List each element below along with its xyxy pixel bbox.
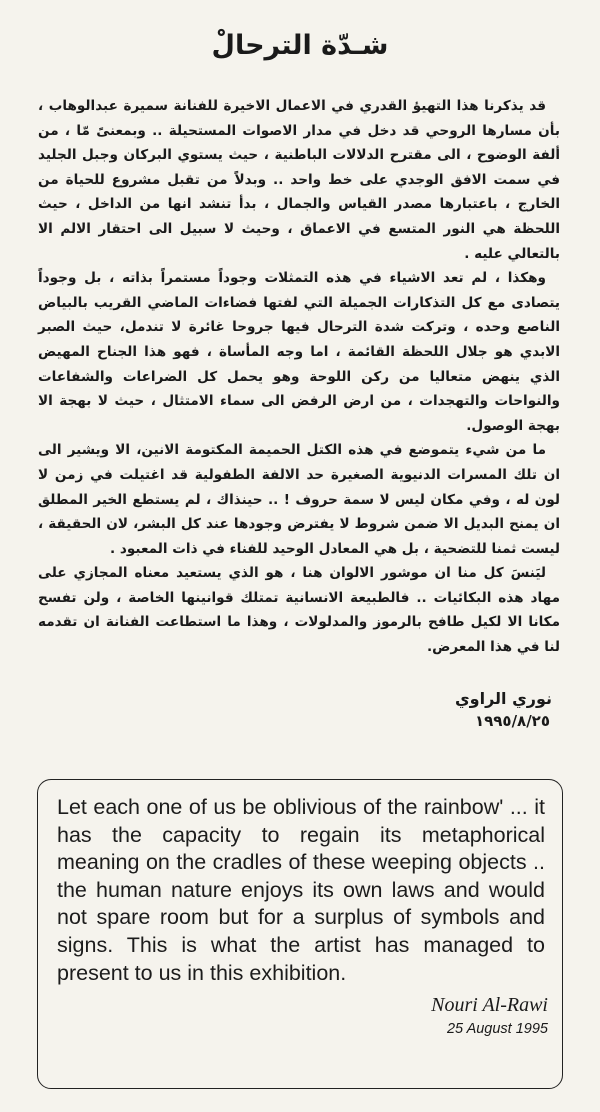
arabic-paragraph: قد يذكرنا هذا التهيؤ القدري في الاعمال الاخيرة للفنانة سميرة عبدالوهاب ، بأن مسارها الروحي قد دخل في مدار الاصوات المستحيلة .. وبمعنىً مّا ، من ألفة الوضوح ، الى مقترح الدلالات الباطنية ، حيث يستوي البركان وجبل الجليد في سمت الافق الوجدي على خط واحد .. وبدلاً من تقبل مشروع للحياة من الخارج ، باعتبارها مصدر القياس والجمال ، بدأ تنشد انها من الداخل ، حيث اللحظة هي النور المتسع في الاعماق ، وحيث لا سبيل الى احتقار الالم الا بالتعالي عليه . (38, 98, 560, 262)
english-signature (431, 992, 548, 1040)
arabic-paragraph: ليَنسَ كل منا ان موشور الالوان هنا ، هو الذي يستعيد معناه المجازي على مهاد هذه البكائيات .. فالطبيعة الانسانية تمتلك قوانينها الخاصة ، ولن تفسح مكانا الا لكيل طافح بالرموز والمدلولات ، وهذا ما استطاعت الفنانة ان تقدمه لنا في هذا المعرض. (38, 565, 560, 656)
arabic-paragraph: وهكذا ، لم تعد الاشياء في هذه التمثلات وجوداً مستمراً بذاته ، بل وجوداً يتصادى مع كل التذكارات الجميلة التي لفتها فضاءات الماضي القريب بالبياض الناصع وحده ، وتركت شدة الترحال فيها جروحا غائرة لا تندمل، حيث الصبر الابدي هو جلال اللحظة القائمة ، اما وجه المأساة ، فهو هذا الجناح المهيض الذي ينهض متعاليا من ركن اللوحة وهو يحمل كل الضراعات والشفاعات والنواحات والتهجدات ، من ارض الرفض الى سماء الامتثال ، حيث لا بهجة الا بهجة الوصول. (38, 270, 560, 434)
arabic-signature (0, 688, 552, 732)
english-summary-text: Let each one of us be oblivious of the rainbow' ... it has the capacity to regain its metaphorical meaning on the cradles of these weeping objects .. the human nature enjoys its own laws and would not spare room but for a surplus of symbols and signs. This is what the artist has managed to present to us in this exhibition. (57, 795, 545, 985)
arabic-date: ١٩٩٥/٨/٢٥ (474, 712, 550, 730)
english-author-name: Nouri Al-Rawi (431, 994, 548, 1016)
arabic-paragraph: ما من شيء يتموضع في هذه الكتل الحميمة المكتومة الانين، الا ويشير الى ان تلك المسرات الدنيوية الصغيرة حد الالفة الطفولية قد اغتيلت في زمن لا لون له ، وفي مكان ليس لا سمة حروف ! .. حينذاك ، لم يستطع الخير المطلق ان يمنح البديل الا ضمن شروط لا يفترض وجودها عند كل البشر، لان الحقيقة ، ليست ثمنا للتضحية ، بل هي المعادل الوحيد للفناء في ذات المعبود . (38, 442, 560, 557)
english-summary-box (37, 779, 563, 1089)
page-title: شـدّة الترحالْ (211, 30, 389, 61)
arabic-author-name: نوري الراوي (454, 689, 552, 708)
arabic-essay (38, 94, 560, 660)
english-date: 25 August 1995 (446, 1021, 548, 1037)
